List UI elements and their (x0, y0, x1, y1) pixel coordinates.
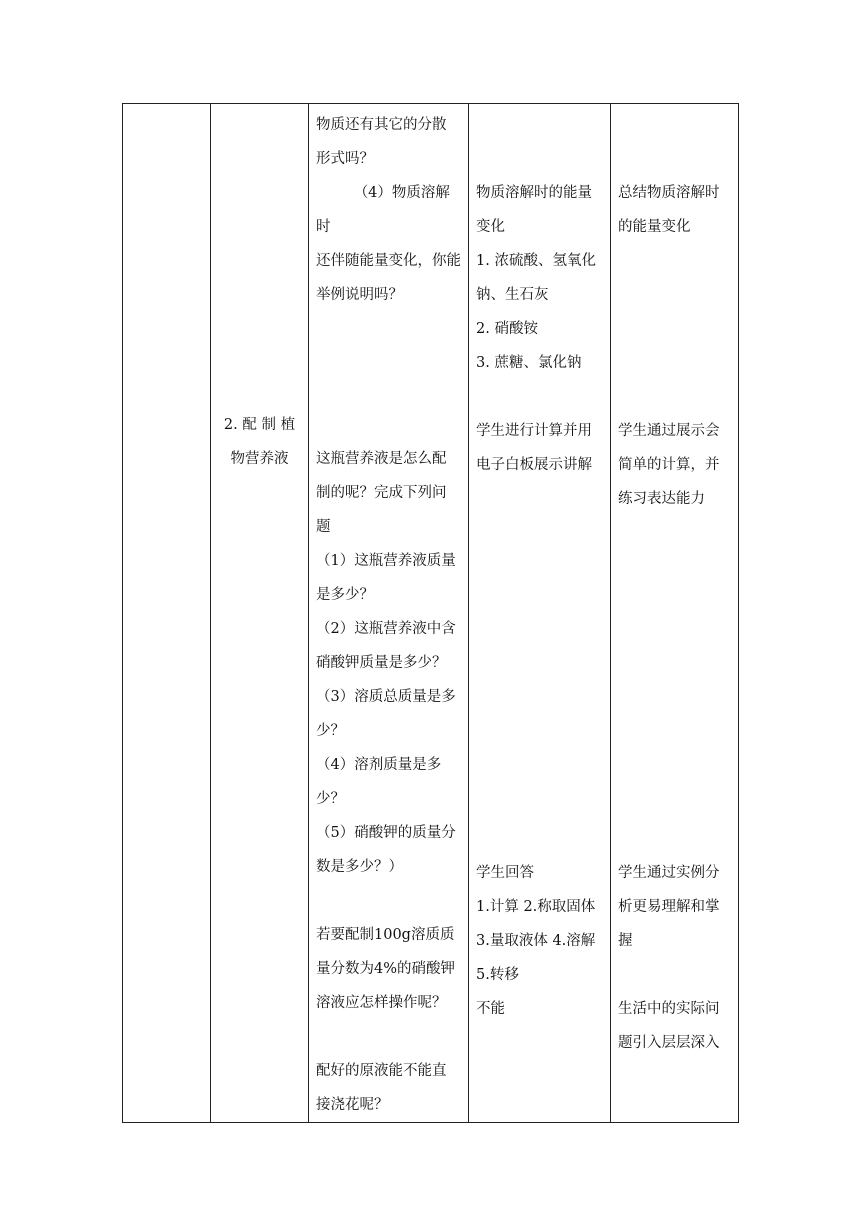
text-line: 物质还有其它的分散 (316, 117, 447, 133)
lesson-plan-table (122, 103, 739, 1123)
text-line: 1. 浓硫酸、氢氧化 (476, 253, 596, 269)
text-line: 变化 (476, 219, 505, 235)
text-line: 1.计算 2.称取固体 (476, 899, 596, 915)
student-activity-cell (469, 104, 611, 1123)
text-line: 握 (618, 933, 633, 949)
text-line: 若要配制100g溶质质 (316, 927, 455, 943)
stage-cell (123, 104, 211, 1123)
text-line: （4）物质溶解时 (316, 185, 450, 235)
design-intent-cell (611, 104, 739, 1123)
text-line: 2. 硝酸铵 (476, 321, 538, 337)
text-line: （1）这瓶营养液质量 (316, 553, 456, 569)
text-line: （4）溶剂质量是多 (316, 757, 442, 773)
text-line: 量分数为4%的硝酸钾 (316, 961, 456, 977)
text-line: 电子白板展示讲解 (476, 457, 592, 473)
step-cell (211, 104, 309, 1123)
text-line: 简单的计算，并 (618, 457, 720, 473)
text-line: 数是多少？） (316, 859, 403, 875)
text-line: 学生回答 (476, 865, 534, 881)
step-label-line: 物营养液 (230, 451, 289, 467)
text-line: 学生通过展示会 (618, 423, 720, 439)
text-line: 题引入层层深入 (618, 1035, 720, 1051)
text-line: 的能量变化 (618, 219, 691, 235)
table-row (123, 104, 739, 1123)
text-line: 少？ (316, 791, 345, 807)
text-line: 溶液应怎样操作呢？ (316, 995, 447, 1011)
text-line: 不能 (476, 1001, 505, 1017)
text-line: 学生进行计算并用 (476, 423, 592, 439)
text-line: 接浇花呢？ (316, 1097, 389, 1113)
text-line: 配好的原液能不能直 (316, 1063, 447, 1079)
text-line: 3. 蔗糖、氯化钠 (476, 355, 582, 371)
text-line: 练习表达能力 (618, 491, 705, 507)
text-line: 还伴随能量变化，你能 (316, 253, 461, 269)
text-line: 形式吗？ (316, 151, 374, 167)
text-line: 生活中的实际问 (618, 1001, 720, 1017)
text-line: 是多少？ (316, 587, 374, 603)
text-line: 3.量取液体 4.溶解 (476, 933, 596, 949)
text-line: 制的呢？完成下列问 (316, 485, 447, 501)
text-line: （3）溶质总质量是多 (316, 689, 456, 705)
text-line: 学生通过实例分 (618, 865, 720, 881)
text-line: 物质溶解时的能量 (476, 185, 592, 201)
text-line: 析更易理解和掌 (618, 899, 720, 915)
text-line: 总结物质溶解时 (618, 185, 720, 201)
text-line: 钠、生石灰 (476, 287, 549, 303)
text-line: （2）这瓶营养液中含 (316, 621, 456, 637)
text-line: 题 (316, 519, 331, 535)
stage-text (123, 104, 210, 108)
step-label-line: 2. 配 制 植 (223, 417, 296, 433)
text-line: 这瓶营养液是怎么配 (316, 451, 447, 467)
teacher-activity-cell (309, 104, 469, 1123)
text-line: 5.转移 (476, 967, 519, 983)
text-line: 举例说明吗？ (316, 287, 403, 303)
text-line: 少？ (316, 723, 345, 739)
text-line: （5）硝酸钾的质量分 (316, 825, 456, 841)
text-line: 硝酸钾质量是多少？ (316, 655, 447, 671)
